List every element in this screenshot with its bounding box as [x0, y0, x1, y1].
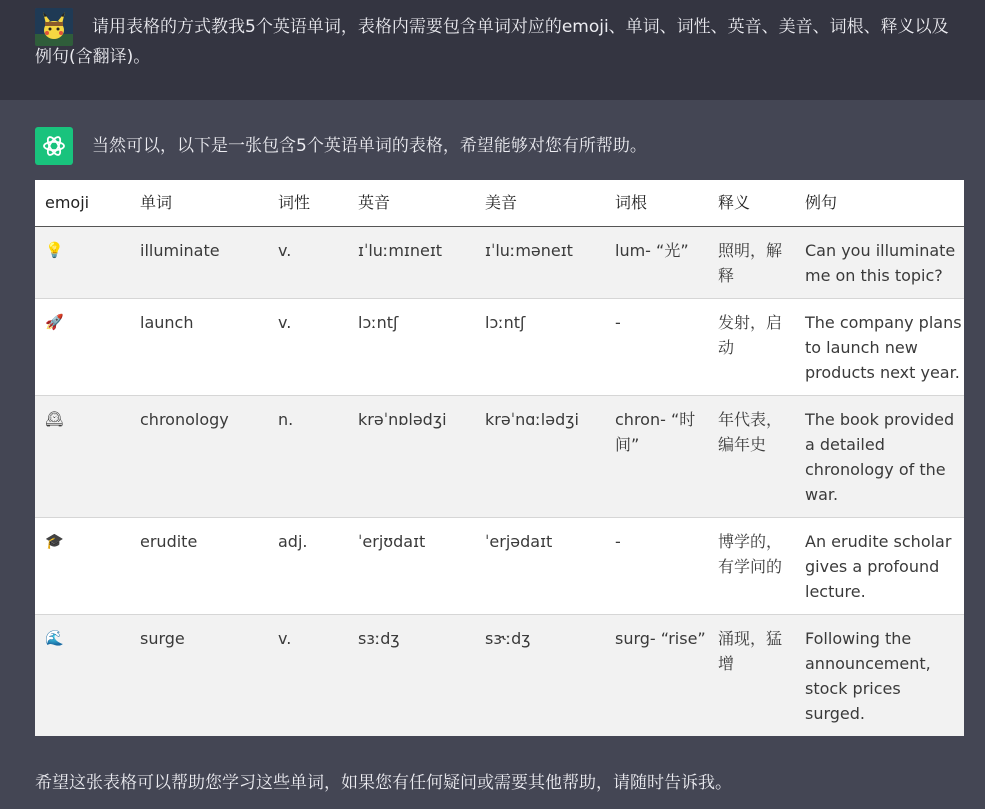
meaning-cell: 涌现，猛增 — [718, 628, 783, 673]
word-cell: illuminate — [140, 240, 220, 260]
graduation-cap-icon: 🎓 — [45, 531, 64, 550]
pos-cell: v. — [278, 240, 292, 260]
example-cell: An erudite scholar gives a profound lecture. — [805, 531, 952, 601]
table-row — [35, 614, 964, 736]
pos-cell: v. — [278, 312, 292, 332]
uk-cell: sɜːdʒ — [358, 628, 400, 648]
mantelpiece-clock-icon: 🕰 — [45, 409, 65, 428]
example-cell: The company plans to launch new products next year. — [805, 312, 962, 382]
root-cell: lum- “光” — [615, 240, 689, 260]
root-cell: - — [615, 531, 621, 551]
table-row — [35, 298, 964, 395]
word-cell: launch — [140, 312, 194, 332]
user-message-block — [0, 0, 985, 100]
table-row — [35, 226, 964, 298]
header-root: 词根 — [615, 193, 648, 213]
us-cell: krəˈnɑːlədʒi — [485, 409, 579, 429]
word-cell: erudite — [140, 531, 198, 551]
assistant-avatar — [35, 127, 73, 165]
header-uk-pronunciation: 英音 — [358, 193, 391, 213]
example-cell: Can you illuminate me on this topic? — [805, 240, 956, 285]
light-bulb-icon: 💡 — [45, 240, 64, 259]
root-cell: surg- “rise” — [615, 628, 706, 648]
vocabulary-table — [35, 180, 964, 736]
us-cell: ˈerjədaɪt — [485, 531, 553, 551]
uk-cell: ˈerjʊdaɪt — [358, 531, 426, 551]
header-part-of-speech: 词性 — [278, 193, 311, 213]
us-cell: ɪˈluːməneɪt — [485, 240, 573, 260]
meaning-cell: 博学的，有学问的 — [718, 531, 783, 576]
assistant-closing: 希望这张表格可以帮助您学习这些单词，如果您有任何疑问或需要其他帮助，请随时告诉我。 — [35, 773, 732, 793]
openai-logo-icon — [41, 133, 67, 159]
header-us-pronunciation: 美音 — [485, 193, 518, 213]
meaning-cell: 年代表，编年史 — [718, 409, 783, 454]
us-cell: sɝːdʒ — [485, 628, 531, 648]
header-meaning: 释义 — [718, 193, 751, 213]
us-cell: lɔːntʃ — [485, 312, 526, 332]
header-word: 单词 — [140, 193, 173, 213]
uk-cell: ɪˈluːmɪneɪt — [358, 240, 443, 260]
root-cell: - — [615, 312, 621, 332]
uk-cell: krəˈnɒlədʒi — [358, 409, 447, 429]
table-header-row — [35, 180, 964, 226]
example-cell: The book provided a detailed chronology of the war. — [805, 409, 955, 504]
user-message-text: 请用表格的方式教我5个英语单词，表格内需要包含单词对应的emoji、单词、词性、英音、美音、词根、释义以及例句(含翻译)。 — [35, 17, 949, 67]
pos-cell: v. — [278, 628, 292, 648]
rocket-icon: 🚀 — [45, 312, 64, 331]
water-wave-icon: 🌊 — [45, 628, 64, 647]
meaning-cell: 照明，解释 — [718, 240, 783, 285]
header-example: 例句 — [805, 193, 838, 213]
example-cell: Following the announcement, stock prices surged. — [805, 628, 931, 723]
uk-cell: lɔːntʃ — [358, 312, 399, 332]
word-cell: chronology — [140, 409, 229, 429]
assistant-intro: 当然可以，以下是一张包含5个英语单词的表格，希望能够对您有所帮助。 — [92, 136, 647, 156]
table-row — [35, 517, 964, 614]
pos-cell: adj. — [278, 531, 308, 551]
table-row — [35, 395, 964, 517]
header-emoji: emoji — [45, 193, 90, 213]
root-cell: chron- “时间” — [615, 409, 696, 454]
meaning-cell: 发射，启动 — [718, 312, 783, 357]
word-cell: surge — [140, 628, 185, 648]
pos-cell: n. — [278, 409, 294, 429]
